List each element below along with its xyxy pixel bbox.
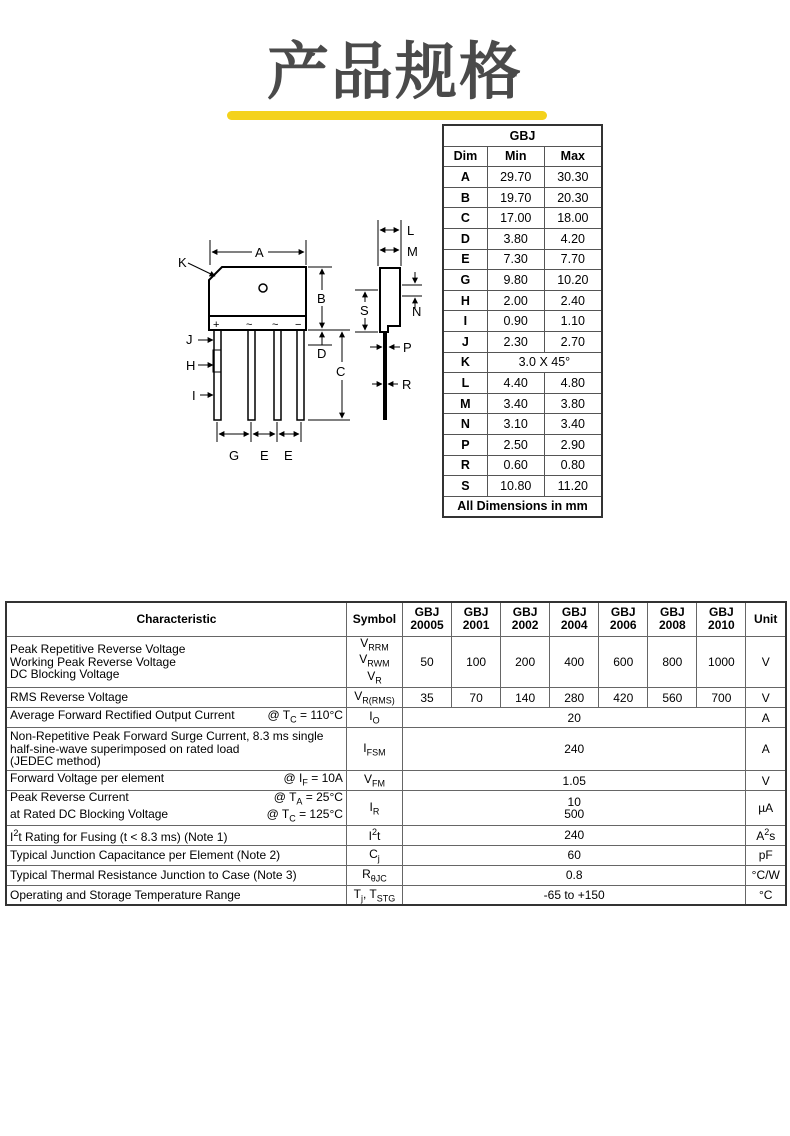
char-voltage-ratings: Peak Repetitive Reverse Voltage Working Peak Reverse Voltage DC Blocking Voltage [6,636,346,688]
table-row: I 0.90 1.10 [443,311,602,332]
dimensions-table [442,124,603,518]
symbol-vrms: $V_{R(RMS)}$ [346,688,402,708]
header-part-20005: GBJ 20005 [402,602,451,636]
dim-header-dim: Dim [443,146,487,167]
title-underline [227,111,547,120]
dim-label-b: B [317,291,326,306]
dim-label-l: L [407,223,415,238]
header-part-2001: GBJ 2001 [452,602,501,636]
header-part-2004: GBJ 2004 [550,602,599,636]
table-row: Typical Junction Capacitance per Element (Note 2) $C_j$ 60 pF [6,845,786,865]
table-row: N 3.10 3.40 [443,414,602,435]
dim-header-min: Min [487,146,544,167]
symbol-ifsm: $I_{FSM}$ [346,728,402,771]
dim-label-j: J [186,332,193,347]
symbol-vfm: $V_{FM}$ [346,771,402,791]
dim-label-g: G [229,448,240,463]
table-row: B 19.70 20.30 [443,187,602,208]
table-row: E 7.30 7.70 [443,249,602,270]
symbol-i2t: $I^2t$ [346,825,402,845]
symbol-rthjc: $R_{\theta JC}$ [346,865,402,885]
package-outline-diagram [170,210,440,470]
table-row: R 0.60 0.80 [443,455,602,476]
dim-label-k: K [178,255,187,270]
table-row: H 2.00 2.40 [443,290,602,311]
dim-label-n: N [412,304,422,319]
table-row: P 2.50 2.90 [443,434,602,455]
pin-symbol-ac1: ~ [246,319,253,331]
dim-table-package: GBJ [443,125,602,146]
table-row: C 17.00 18.00 [443,208,602,229]
dim-table-footer: All Dimensions in mm [443,496,602,517]
table-row: A 29.70 30.30 [443,167,602,188]
dim-label-e2: E [284,448,293,463]
header-part-2010: GBJ 2010 [697,602,746,636]
side-view-body [380,268,400,332]
table-row: M 3.40 3.80 [443,393,602,414]
header-part-2008: GBJ 2008 [648,602,697,636]
lead-1 [214,330,221,420]
symbol-vrrm: $V_{RRM}$ $V_{RWM}$ $V_R$ [346,636,402,688]
dim-label-m: M [407,244,418,259]
package-body [209,267,306,316]
symbol-tj-tstg: $T_j$, $T_{STG}$ [346,885,402,905]
table-row: G 9.80 10.20 [443,270,602,291]
table-row: S 10.80 11.20 [443,476,602,497]
dim-label-e1: E [260,448,269,463]
header-unit: Unit [746,602,786,636]
dim-label-a: A [255,245,264,260]
pin-symbol-ac2: ~ [272,319,279,331]
dim-label-c: C [336,364,346,379]
dim-label-h: H [186,358,196,373]
symbol-cj: $C_j$ [346,845,402,865]
pin-symbol-plus: + [213,319,220,331]
lead-2 [248,330,255,420]
table-row: Average Forward Rectified Output Current @ $T_C = 110^\circ C$ $I_O$ 20 A [6,708,786,728]
characteristics-table [5,601,787,906]
dim-label-i: I [192,388,196,403]
table-row: J 2.30 2.70 [443,331,602,352]
dim-label-r: R [402,377,412,392]
header-part-2002: GBJ 2002 [501,602,550,636]
table-row: D 3.80 4.20 [443,228,602,249]
header-characteristic: Characteristic [6,602,346,636]
dim-label-p: P [403,340,412,355]
table-row: Peak Reverse Current @ $T_A = 25^\circ C$ at Rated DC Blocking Voltage @ $T_C = 125^\circ C$ $I_R$ 10 500 µA [6,791,786,826]
pin-symbol-minus: − [295,319,302,331]
lead-4 [297,330,304,420]
table-row: Typical Thermal Resistance Junction to Case (Note 3) $R_{\theta JC}$ 0.8 °C/W [6,865,786,885]
table-row: RMS Reverse Voltage $V_{R(RMS)}$ 35 70 140 280 420 560 700 V [6,688,786,708]
symbol-io: $I_O$ [346,708,402,728]
table-row: Non-Repetitive Peak Forward Surge Current, 8.3 ms single half-sine-wave superimposed on rated load (JEDEC method) $I_{FSM}$ 240 A [6,728,786,771]
side-view-lead [383,332,387,420]
dim-header-max: Max [544,146,602,167]
table-row: Forward Voltage per element @ $I_F = 10A$ $V_{FM}$ 1.05 V [6,771,786,791]
dim-label-d: D [317,346,327,361]
dim-label-s: S [360,303,369,318]
page-title: 产品规格 [266,35,523,108]
table-row: $I^2t$ Rating for Fusing (t < 8.3 ms) (Note 1) $I^2t$ 240 $A^2s$ [6,825,786,845]
package-base [209,316,306,330]
table-row: K 3.0 X 45° [443,352,602,373]
header-symbol: Symbol [346,602,402,636]
symbol-ir: $I_R$ [346,791,402,826]
table-row: Operating and Storage Temperature Range $T_j$, $T_{STG}$ -65 to +150 °C [6,885,786,905]
mounting-hole [259,284,267,292]
lead-3 [274,330,281,420]
table-row: Peak Repetitive Reverse Voltage Working Peak Reverse Voltage DC Blocking Voltage $V_{RRM}$ $V_{RWM}$ $V_R$ 50 100 200 400 600 800 1000 V [6,636,786,688]
header-part-2006: GBJ 2006 [599,602,648,636]
table-row: L 4.40 4.80 [443,373,602,394]
